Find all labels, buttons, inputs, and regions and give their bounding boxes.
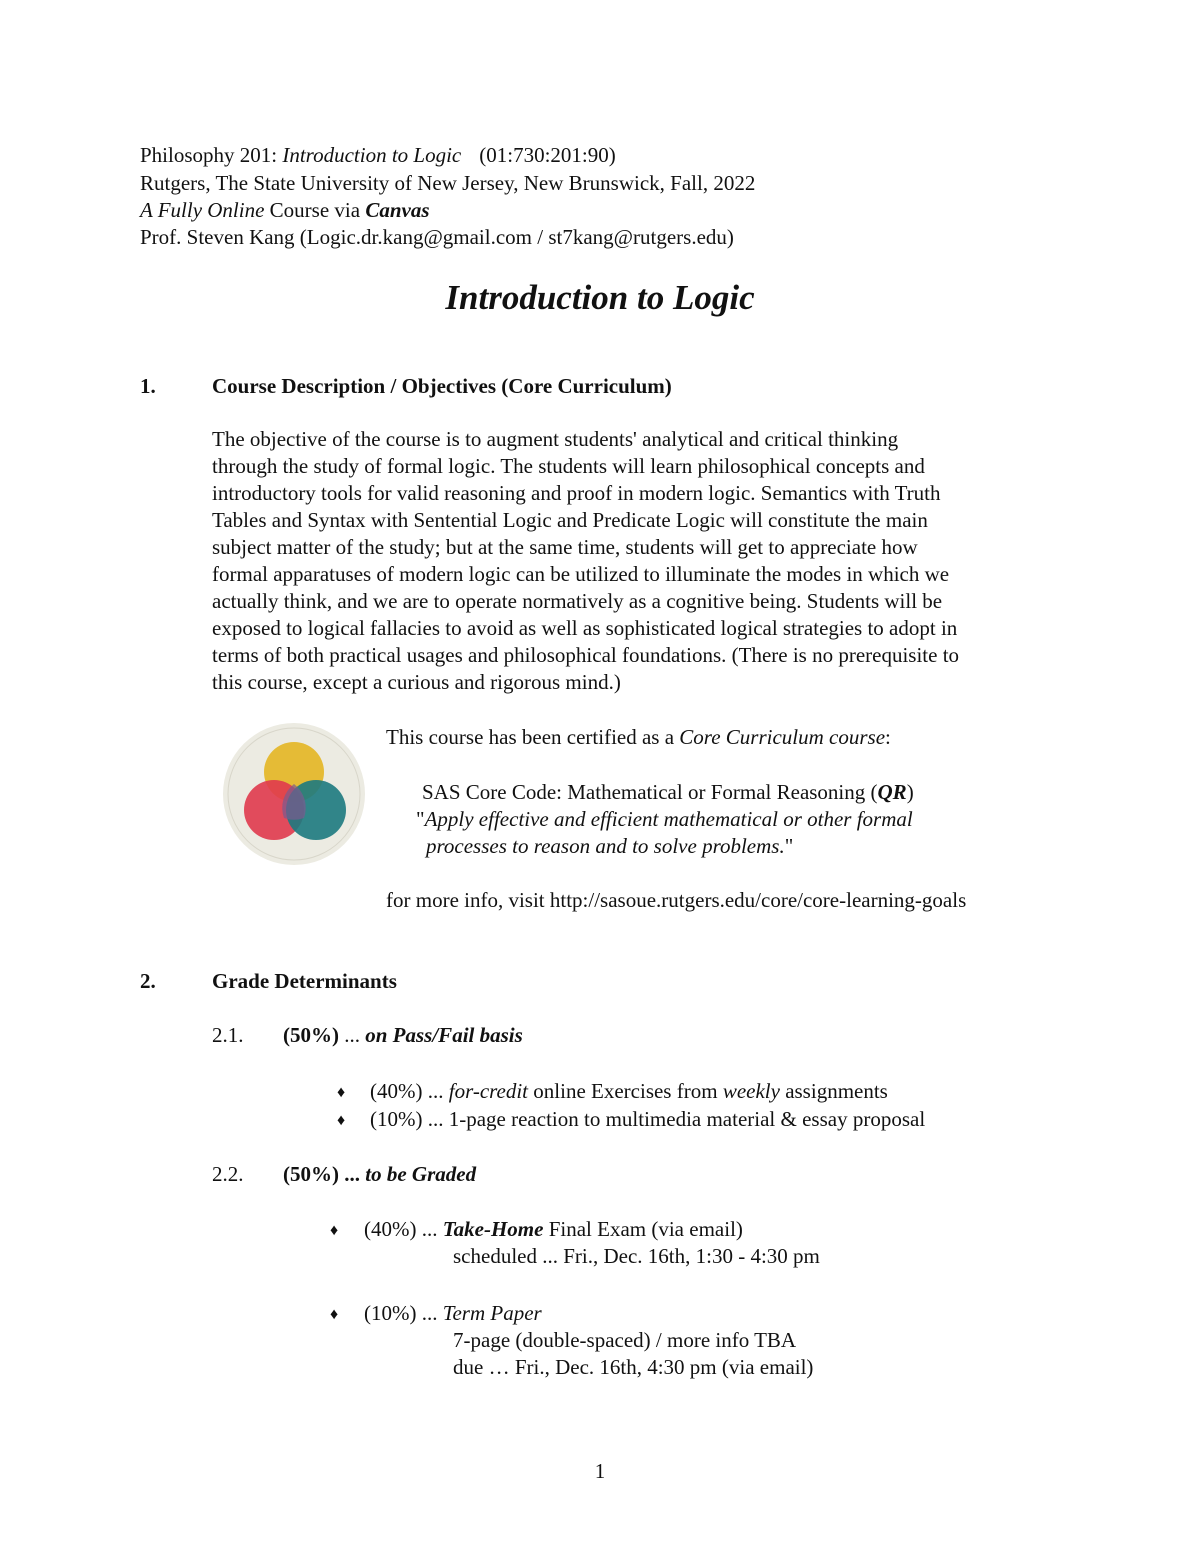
item-italic2: weekly [722, 1079, 780, 1103]
professor-line: Prof. Steven Kang (Logic.dr.kang@gmail.com / st7kang@rutgers.edu) [140, 225, 734, 249]
core-certification-line [386, 724, 891, 751]
diamond-bullet-icon: ♦ [330, 1222, 339, 1239]
sas-suffix: ) [906, 780, 914, 804]
core-cert-suffix: : [885, 725, 891, 749]
course-code: (01:730:201:90) [479, 143, 616, 167]
item-italic: for-credit [448, 1079, 529, 1103]
subsection-2-1-number: 2.1. [212, 1023, 244, 1047]
subsection-2-1-heading [283, 1022, 523, 1049]
final-exam-schedule: scheduled ... Fri., Dec. 16th, 1:30 - 4:30 pm [453, 1244, 820, 1268]
paragraph-line: terms of both practical usages and philosophical foundations. (There is no prerequisite to [212, 643, 960, 667]
subsection-2-2-number: 2.2. [212, 1162, 244, 1186]
course-prefix: Philosophy 201: [140, 143, 283, 167]
item-prefix: (40%) ... [370, 1079, 449, 1103]
sub1-label: on Pass/Fail basis [365, 1023, 523, 1047]
term-paper-due: due … Fri., Dec. 16th, 4:30 pm (via email) [453, 1355, 814, 1379]
subsection-2-2-heading [283, 1161, 476, 1188]
item1-prefix: (40%) ... [364, 1217, 443, 1241]
more-info-link[interactable]: for more info, visit http://sasoue.rutgers.edu/core/core-learning-goals [386, 888, 967, 912]
sub1-dots: ... [339, 1023, 366, 1047]
paragraph-line: exposed to logical fallacies to avoid as well as sophisticated logical strategies to adopt in [212, 616, 958, 640]
term-paper-length: 7-page (double-spaced) / more info TBA [453, 1328, 797, 1352]
quote-text-2: processes to reason and to solve problems. [426, 834, 785, 858]
paragraph-line: this course, except a curious and rigorous mind.) [212, 670, 621, 694]
item-mid: online Exercises from [528, 1079, 723, 1103]
diamond-bullet-icon: ♦ [337, 1084, 346, 1101]
diamond-bullet-icon: ♦ [330, 1306, 339, 1323]
sub2-percent: (50%) ... [283, 1162, 366, 1186]
item1-suffix: Final Exam (via email) [543, 1217, 743, 1241]
quote-text-1: Apply effective and efficient mathematical or other formal [424, 807, 913, 831]
item-suffix: assignments [779, 1079, 888, 1103]
page-number: 1 [594, 1459, 606, 1483]
sub1-percent: (50%) [283, 1023, 339, 1047]
item1-bold: Take-Home [442, 1217, 544, 1241]
page-title: Introduction to Logic [445, 278, 755, 317]
paragraph-line: actually think, and we are to operate normatively as a cognitive being. Students will be [212, 589, 943, 613]
sas-prefix: SAS Core Code: Mathematical or Formal Reasoning ( [422, 780, 878, 804]
university-line: Rutgers, The State University of New Jersey, New Brunswick, Fall, 2022 [140, 171, 756, 195]
diamond-bullet-icon: ♦ [337, 1112, 346, 1129]
sub2-label: to be Graded [365, 1162, 477, 1186]
section1-number: 1. [140, 374, 156, 398]
paragraph-line: formal apparatuses of modern logic can be utilized to illuminate the modes in which we [212, 562, 950, 586]
sas-core-code-line [422, 779, 914, 806]
core-curriculum-logo [222, 722, 366, 866]
item2-italic: Term Paper [442, 1301, 542, 1325]
online-italic: A Fully Online [140, 198, 265, 222]
section2-number: 2. [140, 969, 156, 993]
goal-quote-line2: processes to reason and to solve problems." [426, 834, 794, 858]
paragraph-line: subject matter of the study; but at the same time, students will get to appreciate how [212, 535, 918, 559]
paragraph-line: The objective of the course is to augment students' analytical and critical thinking [212, 427, 899, 451]
goal-quote-line1: "Apply effective and efficient mathematical or other formal [416, 807, 913, 831]
course-title: Introduction to Logic [282, 143, 462, 167]
course-header-line [140, 142, 616, 169]
core-cert-prefix: This course has been certified as a [386, 725, 680, 749]
paragraph-line: Tables and Syntax with Sentential Logic and Predicate Logic will constitute the main [212, 508, 928, 532]
section1-heading: Course Description / Objectives (Core Curriculum) [212, 374, 672, 398]
online-mid: Course via [264, 198, 366, 222]
item2-prefix: (10%) ... [364, 1301, 443, 1325]
online-platform: Canvas [365, 198, 430, 222]
paragraph-line: through the study of formal logic. The students will learn philosophical concepts and [212, 454, 925, 478]
sas-code: QR [877, 780, 907, 804]
online-line [140, 197, 430, 224]
course-description-paragraph [212, 426, 1062, 696]
section2-heading: Grade Determinants [212, 969, 397, 993]
core-cert-italic: Core Curriculum course [679, 725, 886, 749]
grade-item-term-paper [364, 1300, 542, 1327]
grade-item-reaction: (10%) ... 1-page reaction to multimedia material & essay proposal [370, 1107, 926, 1131]
grade-item-final-exam [364, 1216, 743, 1243]
grade-item-exercises [370, 1078, 888, 1105]
paragraph-line: introductory tools for valid reasoning and proof in modern logic. Semantics with Truth [212, 481, 941, 505]
